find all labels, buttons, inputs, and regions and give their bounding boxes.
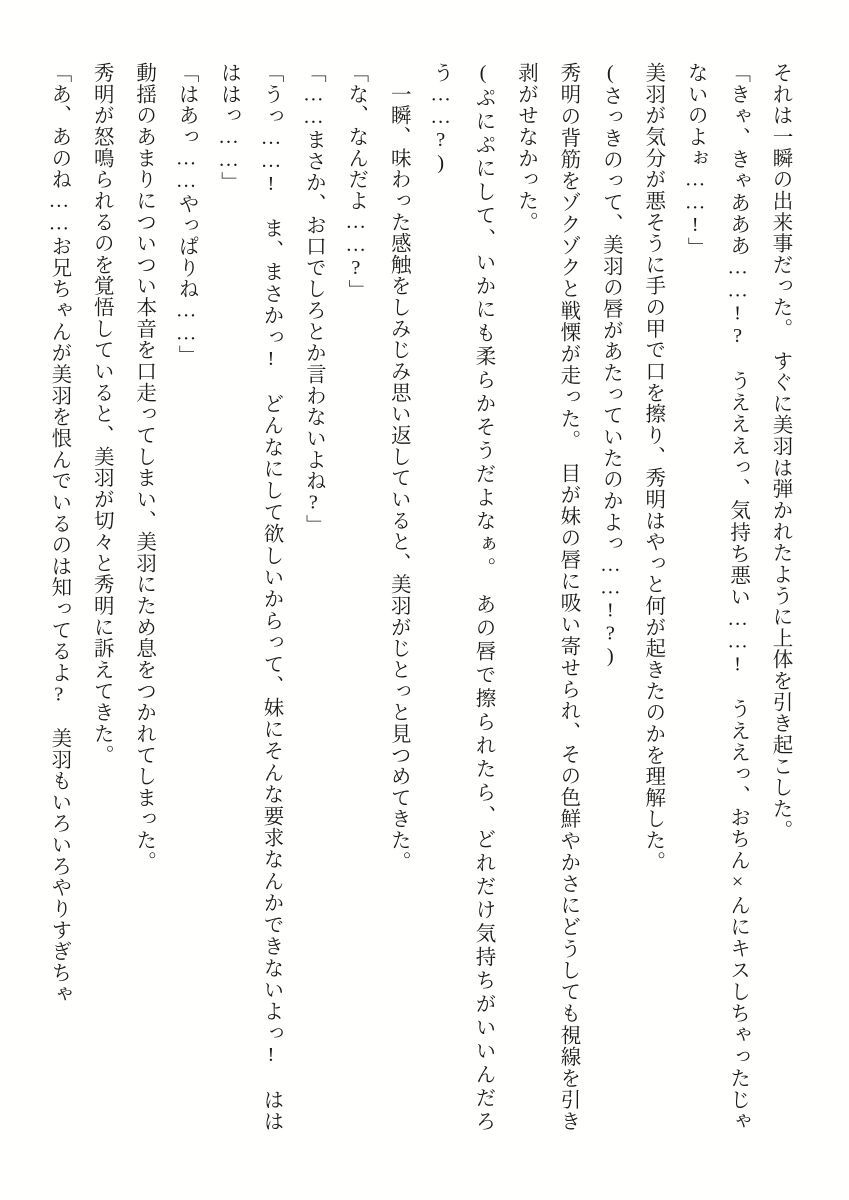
paragraph: 動揺のあまりについつい本音を口走ってしまい、美羽にため息をつかれてしまった。 [132, 62, 155, 873]
paragraph: (さっきのって、美羽の唇があたっていたのかよっ……!?) [599, 62, 622, 668]
paragraph: 「な、なんだよ……?」 [344, 62, 367, 302]
paragraph: 「きゃ、きゃあああ……!? うえええっ、気持ち悪い……! うええっ、おちん×んにキスしちゃったじゃないのよぉ……!」 [684, 62, 749, 1132]
paragraph: 一瞬、味わった感触をしみじみ思い返していると、美羽がじとっと見つめてきた。 [387, 62, 410, 873]
paragraph: 美羽が気分が悪そうに手の甲で口を擦り、秀明はやっと何が起きたのかを理解した。 [641, 62, 664, 873]
paragraph: それは一瞬の出来事だった。 すぐに美羽は弾かれたように上体を引き起こした。 [769, 62, 791, 841]
paragraph: 「うっ……! ま、まさかっ! どんなにして欲しいからって、妹にそんな要求なんかできないよっ! ははははっ……」 [217, 62, 282, 1132]
paragraph: 「はあっ……やっぱりね……」 [175, 62, 198, 367]
paragraph: 秀明の背筋をゾクゾクと戦慄が走った。 目が妹の唇に吸い寄せられ、その色鮮やかさにどうしても視線を引き剥がせなかった。 [514, 62, 579, 1132]
paragraph: 秀明が怒鳴られるのを覚悟していると、美羽が切々と秀明に訴えてきた。 [90, 62, 113, 766]
paragraph: 「……まさか、お口でしろとか言わないよね?」 [302, 62, 325, 536]
paragraph: (ぷにぷにして、いかにも柔らかそうだよなぁ。 あの唇で擦られたら、どれだけ気持ちがいいんだろう……?) [429, 62, 495, 1132]
vertical-text-body [45, 62, 801, 1132]
paragraph: 「あ、あのね……お兄ちゃんが美羽を恨んでいるのは知ってるよ? 美羽もいろいろやりすぎちゃ [47, 62, 70, 1005]
